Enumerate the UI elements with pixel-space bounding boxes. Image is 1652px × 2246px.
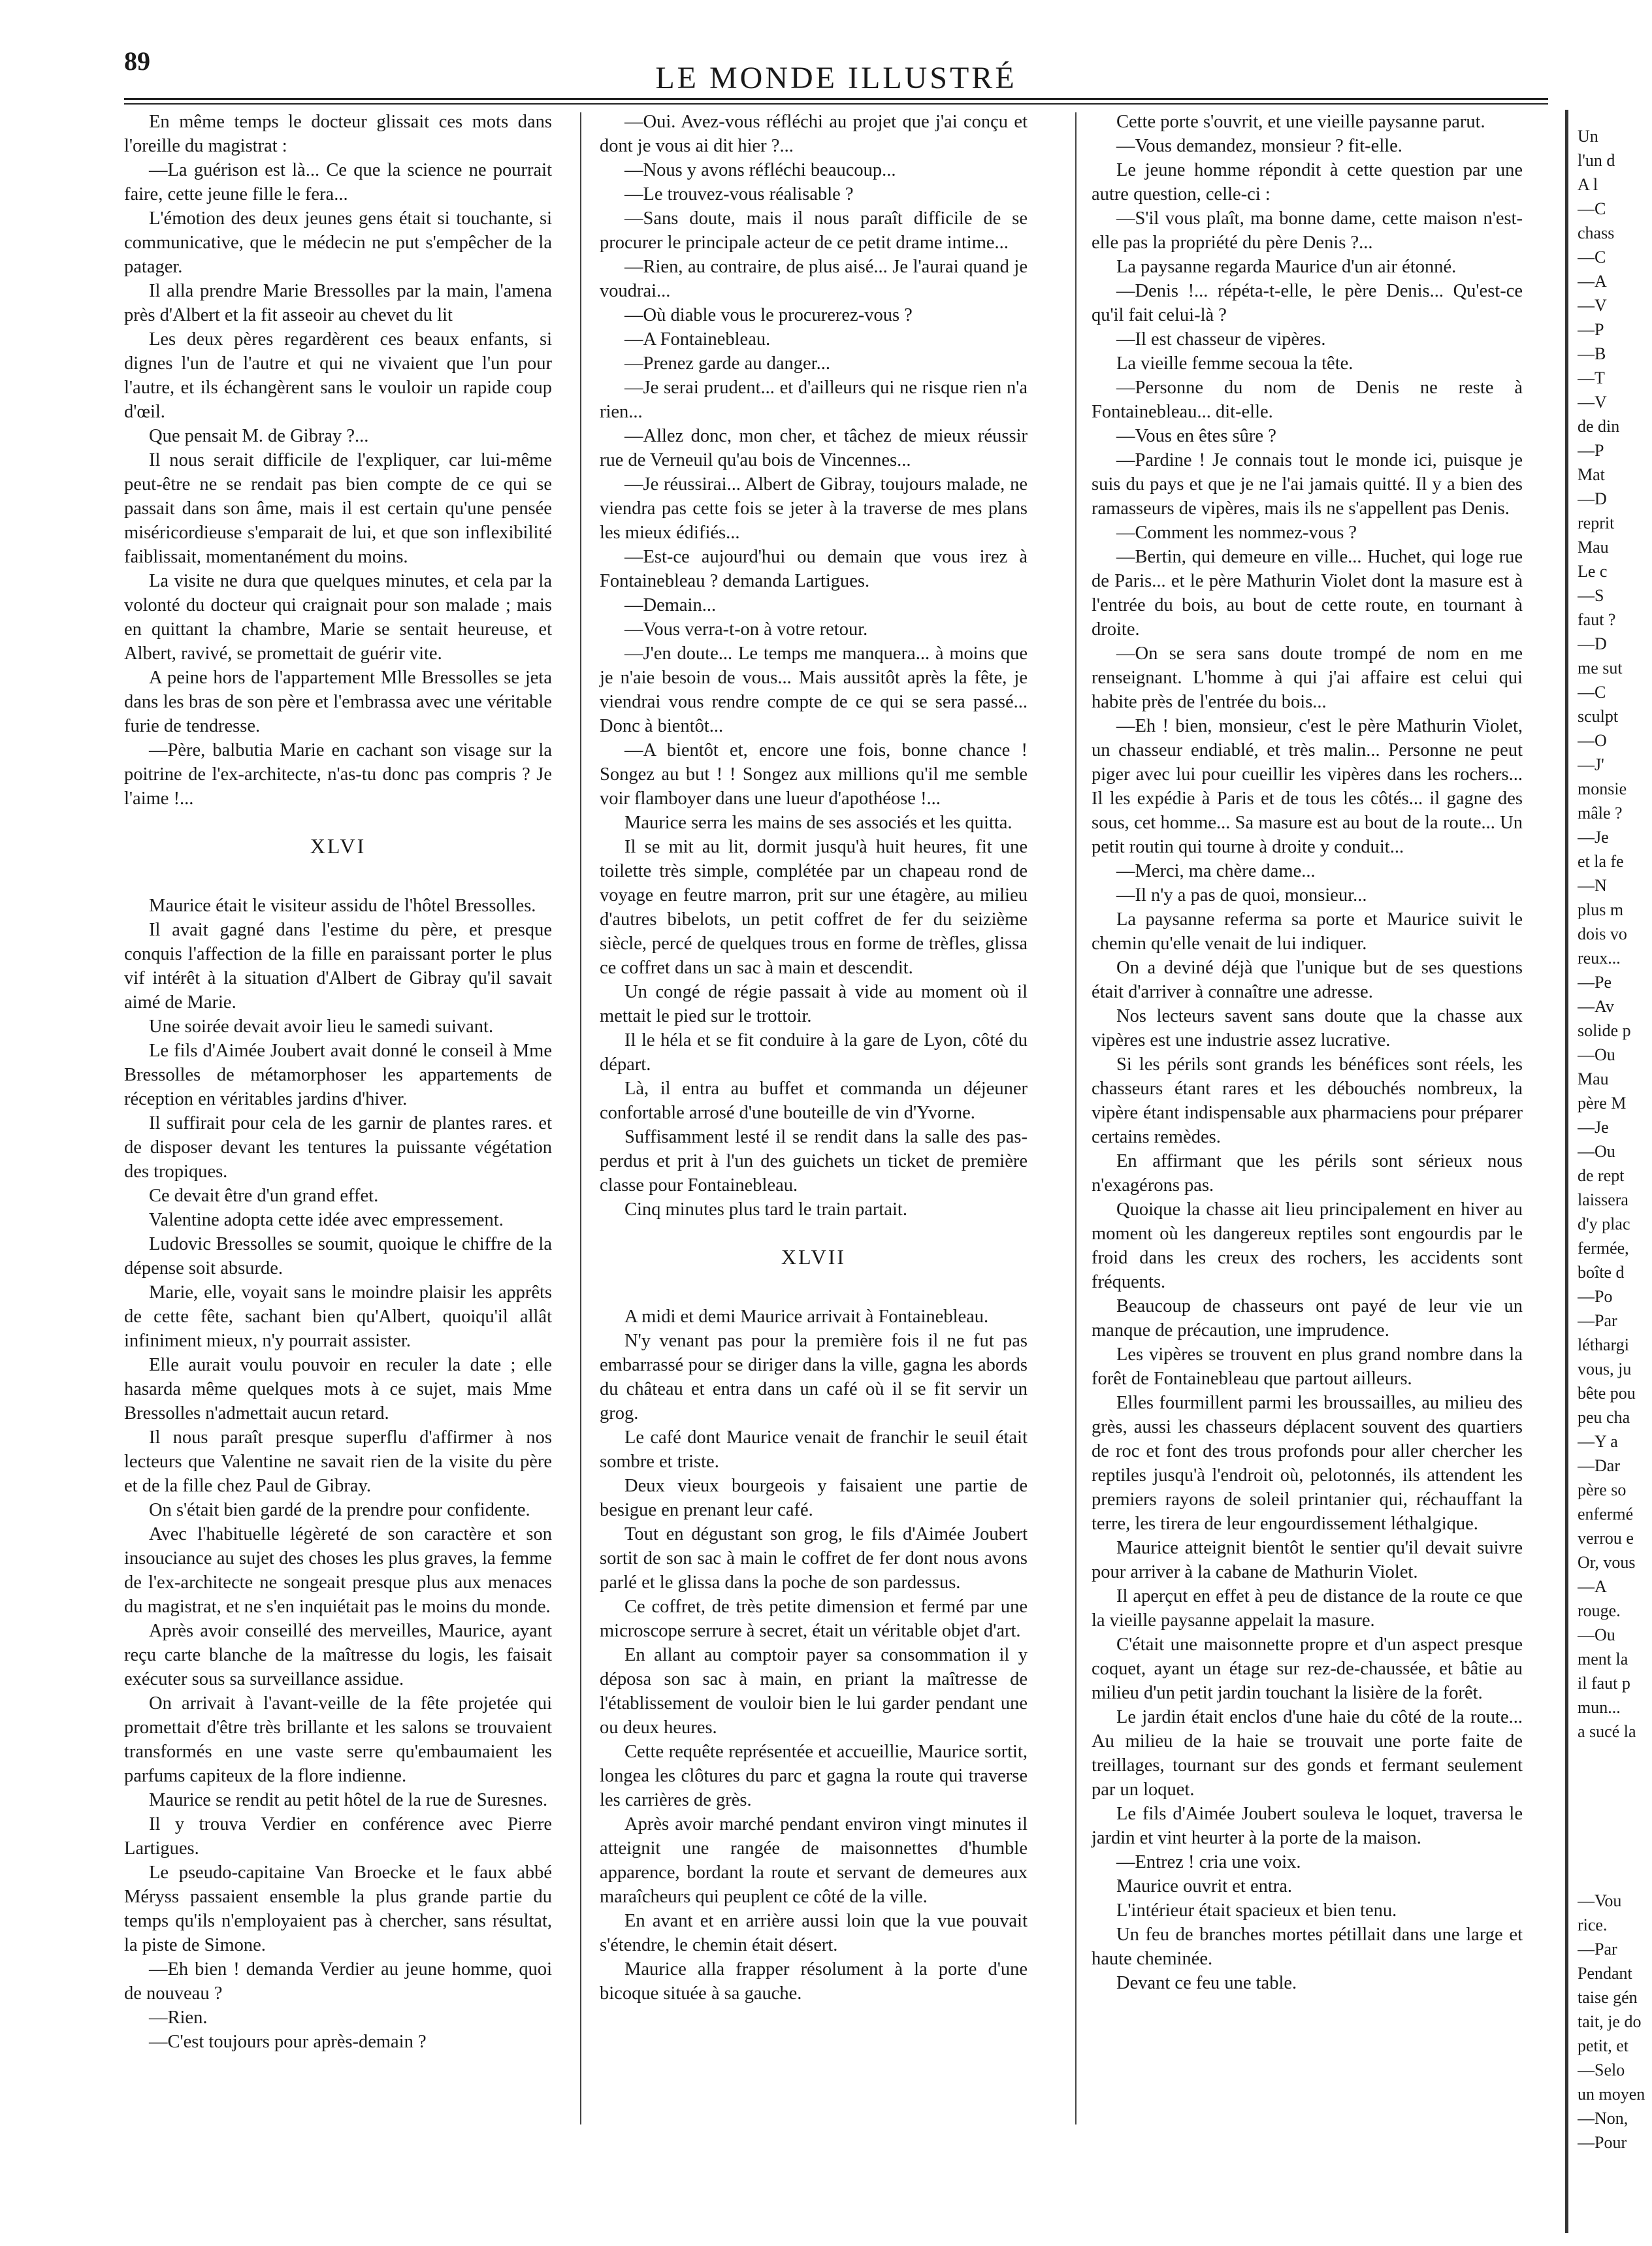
paragraph: Cette requête représentée et accueillie, Maurice sortit, longea les clôtures du parc et gagna la route qui traverse les carrières de grès. bbox=[600, 1742, 1028, 1810]
paragraph: —Personne du nom de Denis ne reste à Fontainebleau... dit-elle. bbox=[1092, 378, 1523, 422]
paragraph: —Le trouvez-vous réalisable ? bbox=[624, 184, 854, 204]
edge-line bbox=[1578, 1768, 1652, 1792]
paragraph: Cinq minutes plus tard le train partait. bbox=[624, 1199, 907, 1220]
paragraph: Un feu de branches mortes pétillait dans une large et haute cheminée. bbox=[1092, 1925, 1523, 1969]
paragraph: Maurice ouvrit et entra. bbox=[1116, 1876, 1293, 1896]
edge-line: —V bbox=[1578, 296, 1607, 315]
paragraph: Le jeune homme répondit à cette question par une autre question, celle-ci : bbox=[1092, 160, 1523, 204]
edge-line: Mat bbox=[1578, 465, 1605, 484]
edge-line: fermée, bbox=[1578, 1239, 1629, 1258]
edge-line: sculpt bbox=[1578, 707, 1619, 726]
paragraph: —Rien, au contraire, de plus aisé... Je l'aurai quand je voudrai... bbox=[600, 257, 1028, 301]
paragraph: Beaucoup de chasseurs ont payé de leur vie un manque de précaution, une imprudence. bbox=[1092, 1296, 1523, 1341]
paragraph: A peine hors de l'appartement Mlle Bressolles se jeta dans les bras de son père et l'embrassa avec une véritable furie de tendresse. bbox=[124, 668, 552, 736]
paragraph: —C'est toujours pour après-demain ? bbox=[149, 2032, 427, 2052]
paragraph: —Vous en êtes sûre ? bbox=[1116, 426, 1276, 446]
text-column-1 bbox=[124, 110, 552, 2054]
paragraph: Elles fourmillent parmi les broussailles, au milieu des grès, aussi les chasseurs déplacent souvent des quartiers de roc et font des trous profonds pour aller chercher les reptiles jusqu'à l'endroit où, pelotonnés, ils attendent les premiers rayons de soleil printanier qui, réchauffant la terre, les tirera de leur engourdissement léthalgique. bbox=[1092, 1393, 1523, 1534]
paragraph: L'intérieur était spacieux et bien tenu. bbox=[1116, 1900, 1397, 1921]
edge-line: taise gén bbox=[1578, 1988, 1638, 2007]
paragraph: Elle aurait voulu pouvoir en reculer la date ; elle hasarda même quelques mots à ce sujet, mais Mme Bressolles n'admettait aucun retard. bbox=[124, 1355, 552, 1424]
paragraph: —Allez donc, mon cher, et tâchez de mieux réussir rue de Verneuil qu'au bois de Vincennes... bbox=[600, 426, 1028, 470]
paragraph: N'y venant pas pour la première fois il ne fut pas embarrassé pour se diriger dans la ville, gagna les abords du château et entra dans un café où il se fit servir un grog. bbox=[600, 1331, 1028, 1424]
edge-line: chass bbox=[1578, 223, 1615, 242]
paragraph: On a deviné déjà que l'unique but de ses questions était d'arriver à connaître une adresse. bbox=[1092, 958, 1523, 1002]
paragraph: Il avait gagné dans l'estime du père, et presque conquis l'affection de la fille en paraissant porter le plus vif intérêt à la situation d'Albert de Gibray qu'il savait aimé de Marie. bbox=[124, 920, 552, 1013]
edge-line: —N bbox=[1578, 876, 1607, 895]
text-column-3 bbox=[1092, 110, 1523, 1995]
edge-line: Mau bbox=[1578, 538, 1609, 557]
edge-line: peu cha bbox=[1578, 1408, 1630, 1427]
paragraph: En allant au comptoir payer sa consommation il y déposa son sac à main, en priant la maîtresse de l'établissement de vouloir bien le lui garder pendant une ou deux heures. bbox=[600, 1645, 1028, 1738]
paragraph: Après avoir marché pendant environ vingt minutes il atteignit une rangée de maisonnettes d'humble apparence, bordant la route et servant de demeures aux maraîcheurs qui peuplent ce côté de la ville. bbox=[600, 1814, 1028, 1907]
paragraph: Le fils d'Aimée Joubert avait donné le conseil à Mme Bressolles de métamorphoser les appartements de réception en véritables jardins d'hiver. bbox=[124, 1041, 552, 1109]
paragraph: En même temps le docteur glissait ces mots dans l'oreille du magistrat : bbox=[124, 112, 552, 156]
edge-line: —A bbox=[1578, 1577, 1607, 1596]
edge-line: rice. bbox=[1578, 1915, 1608, 1934]
paragraph: En affirmant que les périls sont sérieux nous n'exagérons pas. bbox=[1092, 1151, 1523, 1196]
paragraph: A midi et demi Maurice arrivait à Fontainebleau. bbox=[624, 1307, 989, 1327]
paragraph: Tout en dégustant son grog, le fils d'Aimée Joubert sortit de son sac à main le coffret de fer dont nous avons parlé et le glissa dans la poche de son pardessus. bbox=[600, 1524, 1028, 1593]
edge-line: —Vou bbox=[1578, 1891, 1622, 1910]
paragraph: Ce devait être d'un grand effet. bbox=[149, 1186, 379, 1206]
paragraph: Si les périls sont grands les bénéfices sont réels, les chasseurs étant rares et les débouchés nombreux, la vipère étant indispensable aux pharmaciens pour préparer certains remèdes. bbox=[1092, 1054, 1523, 1147]
column-divider bbox=[580, 112, 581, 2124]
edge-line: plus m bbox=[1578, 900, 1624, 919]
paragraph: Devant ce feu une table. bbox=[1116, 1973, 1297, 1993]
paragraph: La vieille femme secoua la tête. bbox=[1116, 353, 1353, 374]
paragraph: —Pardine ! Je connais tout le monde ici, puisque je suis du pays et que je ne l'ai jamais quitté. Il y a bien des ramasseurs de vipères, mais ils ne s'appellent pas Denis. bbox=[1092, 450, 1523, 519]
paragraph: —A bientôt et, encore une fois, bonne chance ! Songez au but ! ! Songez aux millions qu'il me semble voir flamboyer dans une lueur d'apothéose !... bbox=[600, 740, 1028, 809]
paragraph: Les deux pères regardèrent ces beaux enfants, si dignes l'un de l'autre et qui ne vivaient que l'un pour l'autre, et ils échangèrent sans le vouloir un rapide coup d'œil. bbox=[124, 329, 552, 422]
paragraph: Cette porte s'ouvrit, et une vieille paysanne parut. bbox=[1116, 112, 1485, 132]
edge-line: —Par bbox=[1578, 1311, 1617, 1330]
paragraph: C'était une maisonnette propre et d'un aspect presque coquet, ayant un étage sur rez-de-chaussée, et bâtie au milieu d'un petit jardin touchant la lisière de la forêt. bbox=[1092, 1635, 1523, 1703]
paragraph: Il nous serait difficile de l'expliquer, car lui-même peut-être ne se rendait pas bien compte de ce qui se passait dans son âme, mais il est certain qu'une pensée miséricordieuse s'emparait de lui, et que son inflexibilité faiblissait, momentanément du moins. bbox=[124, 450, 552, 567]
paragraph: —Denis !... répéta-t-elle, le père Denis... Qu'est-ce qu'il fait celui-là ? bbox=[1092, 281, 1523, 325]
paragraph: La paysanne regarda Maurice d'un air étonné. bbox=[1116, 257, 1457, 277]
header-rule-thin bbox=[124, 103, 1548, 105]
paragraph: Avec l'habituelle légèreté de son caractère et son insouciance au sujet des choses les plus graves, la femme de l'ex-architecte ne songeait presque plus aux menaces du magistrat, et ne s'en inquiétait pas le moins du monde. bbox=[124, 1524, 552, 1617]
paragraph: Une soirée devait avoir lieu le samedi suivant. bbox=[149, 1017, 494, 1037]
edge-line: —Y a bbox=[1578, 1432, 1618, 1451]
paragraph: —Il est chasseur de vipères. bbox=[1116, 329, 1326, 350]
paragraph: Il le héla et se fit conduire à la gare de Lyon, côté du départ. bbox=[600, 1030, 1028, 1075]
paragraph: Maurice se rendit au petit hôtel de la rue de Suresnes. bbox=[149, 1790, 548, 1810]
edge-line: petit, et bbox=[1578, 2036, 1628, 2055]
paragraph: —On se sera sans doute trompé de nom en me renseignant. L'homme à qui j'ai affaire est celui qui habite près de l'entrée du bois... bbox=[1092, 643, 1523, 712]
paragraph: Suffisamment lesté il se rendit dans la salle des pas-perdus et prit à l'un des guichets un ticket de première classe pour Fontainebleau. bbox=[600, 1127, 1028, 1196]
edge-line: —P bbox=[1578, 441, 1604, 460]
edge-line: père M bbox=[1578, 1094, 1627, 1113]
edge-line: vous, ju bbox=[1578, 1359, 1632, 1378]
edge-line: —V bbox=[1578, 393, 1607, 412]
paragraph: Maurice serra les mains de ses associés et les quitta. bbox=[624, 813, 1012, 833]
paragraph: —Père, balbutia Marie en cachant son visage sur la poitrine de l'ex-architecte, n'as-tu donc pas compris ? Je l'aime !... bbox=[124, 740, 552, 809]
paragraph: Il se mit au lit, dormit jusqu'à huit heures, fit une toilette très simple, complétée par un chapeau rond de voyage en feutre marron, prit sur une étagère, au milieu d'autres bibelots, un petit coffret de fer du seizième siècle, percé de quelques trous en forme de trèfles, glissa ce coffret dans un sac à main et descendit. bbox=[600, 837, 1028, 978]
paragraph: Il y trouva Verdier en conférence avec Pierre Lartigues. bbox=[124, 1814, 552, 1859]
paragraph: —La guérison est là... Ce que la science ne pourrait faire, cette jeune fille le fera... bbox=[124, 160, 552, 204]
edge-line: —Par bbox=[1578, 1940, 1617, 1959]
edge-line: me sut bbox=[1578, 659, 1623, 677]
edge-line: reux... bbox=[1578, 949, 1621, 968]
paragraph: —Vous demandez, monsieur ? fit-elle. bbox=[1116, 136, 1402, 156]
paragraph: La visite ne dura que quelques minutes, et cela par la volonté du docteur qui craignait pour son malade ; mais en quittant la chambre, Marie se sentait heureuse, et Albert, ravivé, se promettait de guérir vite. bbox=[124, 571, 552, 664]
edge-line: —C bbox=[1578, 683, 1606, 702]
edge-line: —A bbox=[1578, 272, 1607, 291]
paragraph: On s'était bien gardé de la prendre pour confidente. bbox=[149, 1500, 530, 1520]
page-number: 89 bbox=[124, 46, 150, 76]
paragraph: Marie, elle, voyait sans le moindre plaisir les apprêts de cette fête, sachant bien qu'Albert, quoiqu'il allât infiniment mieux, n'y pourrait assister. bbox=[124, 1282, 552, 1351]
edge-line: —J' bbox=[1578, 755, 1604, 774]
paragraph: Après avoir conseillé des merveilles, Maurice, ayant reçu carte blanche de la maîtresse du logis, les faisait exécuter sous sa surveillance assidue. bbox=[124, 1621, 552, 1689]
edge-line: —Ou bbox=[1578, 1625, 1615, 1644]
paragraph: Ce coffret, de très petite dimension et fermé par une microscope serrure à secret, était un véritable objet d'art. bbox=[600, 1597, 1028, 1641]
adjacent-page-fragment bbox=[1578, 124, 1652, 2215]
edge-line: enfermé bbox=[1578, 1505, 1634, 1523]
edge-line: d'y plac bbox=[1578, 1214, 1630, 1233]
edge-line: rouge. bbox=[1578, 1601, 1621, 1620]
edge-line: ment la bbox=[1578, 1650, 1628, 1668]
paragraph: Maurice alla frapper résolument à la porte d'une bicoque située à sa gauche. bbox=[600, 1959, 1028, 2004]
edge-line: —Je bbox=[1578, 1118, 1609, 1137]
edge-line: —Av bbox=[1578, 997, 1614, 1016]
paragraph: —Eh bien ! demanda Verdier au jeune homme, quoi de nouveau ? bbox=[124, 1959, 552, 2004]
paragraph: Quoique la chasse ait lieu principalement en hiver au moment où les dangereux reptiles sont engourdis par le froid dans les creux des rochers, les accidents sont fréquents. bbox=[1092, 1199, 1523, 1292]
edge-line: père so bbox=[1578, 1480, 1627, 1499]
edge-line: —B bbox=[1578, 344, 1606, 363]
chapter-heading: XLVI bbox=[310, 834, 366, 858]
paragraph: Il nous paraît presque superflu d'affirmer à nos lecteurs que Valentine ne savait rien de la visite du père et de la fille chez Paul de Gibray. bbox=[124, 1427, 552, 1496]
edge-line: —Pe bbox=[1578, 973, 1612, 992]
edge-line: mun... bbox=[1578, 1698, 1621, 1717]
paragraph: —Prenez garde au danger... bbox=[624, 353, 830, 374]
edge-line: de din bbox=[1578, 417, 1620, 436]
paragraph: —Je réussirai... Albert de Gibray, toujours malade, ne viendra pas cette fois se jeter à la traverse de mes plans les mieux édifiés... bbox=[600, 474, 1028, 543]
text-column-2 bbox=[600, 110, 1028, 2006]
edge-line: —O bbox=[1578, 731, 1607, 750]
edge-line: —Dar bbox=[1578, 1456, 1620, 1475]
paragraph: —Sans doute, mais il nous paraît difficile de se procurer le principale acteur de ce petit drame intime... bbox=[600, 208, 1028, 253]
paragraph: —Je serai prudent... et d'ailleurs qui ne risque rien n'a rien... bbox=[600, 378, 1028, 422]
paragraph: Ludovic Bressolles se soumit, quoique le chiffre de la dépense soit absurde. bbox=[124, 1234, 552, 1278]
edge-line: reprit bbox=[1578, 513, 1615, 532]
edge-line: —Ou bbox=[1578, 1142, 1615, 1161]
edge-line: un moyen bbox=[1578, 2085, 1645, 2104]
chapter-heading: XLVII bbox=[781, 1245, 847, 1269]
edge-line: A l bbox=[1578, 175, 1598, 194]
paragraph: —Eh ! bien, monsieur, c'est le père Mathurin Violet, un chasseur endiablé, et très malin... Personne ne peut piger avec lui pour cueillir les vipères dans les rochers... Il les expédie à Paris et de tous les côtés... il gagne des sous, cet homme... Sa masure est au bout de la route... Un petit routin qui tourne à droite y conduit... bbox=[1092, 716, 1523, 857]
paragraph: Deux vieux bourgeois y faisaient une partie de besigue en prenant leur café. bbox=[600, 1476, 1028, 1520]
running-title: LE MONDE ILLUSTRÉ bbox=[655, 61, 1017, 95]
edge-line: laissera bbox=[1578, 1190, 1628, 1209]
edge-line: —Po bbox=[1578, 1287, 1613, 1306]
edge-line bbox=[1578, 1792, 1652, 1816]
edge-line: —Pour bbox=[1578, 2133, 1627, 2152]
edge-line: —S bbox=[1578, 586, 1604, 605]
paragraph: —Merci, ma chère dame... bbox=[1116, 861, 1316, 881]
paragraph: Que pensait M. de Gibray ?... bbox=[149, 426, 369, 446]
paragraph: —Demain... bbox=[624, 595, 717, 615]
edge-line: —T bbox=[1578, 368, 1605, 387]
column-divider bbox=[1075, 112, 1077, 2124]
edge-line: faut ? bbox=[1578, 610, 1616, 629]
edge-line: Mau bbox=[1578, 1069, 1609, 1088]
paragraph: Valentine adopta cette idée avec empressement. bbox=[149, 1210, 504, 1230]
edge-line: monsie bbox=[1578, 779, 1627, 798]
paragraph: Il suffirait pour cela de les garnir de plantes rares. et de disposer devant les tentures la puissante végétation des tropiques. bbox=[124, 1113, 552, 1182]
paragraph: Le café dont Maurice venait de franchir le seuil était sombre et triste. bbox=[600, 1427, 1028, 1472]
paragraph: Là, il entra au buffet et commanda un déjeuner confortable arrosé d'une bouteille de vin d'Yvorne. bbox=[600, 1079, 1028, 1123]
edge-line bbox=[1578, 1840, 1652, 1864]
paragraph: Il alla prendre Marie Bressolles par la main, l'amena près d'Albert et la fit asseoir au chevet du lit bbox=[124, 281, 552, 325]
edge-line: de rept bbox=[1578, 1166, 1625, 1185]
paragraph: —Vous verra-t-on à votre retour. bbox=[624, 619, 868, 640]
paragraph: Un congé de régie passait à vide au moment où il mettait le pied sur le trottoir. bbox=[600, 982, 1028, 1026]
edge-line bbox=[1578, 1864, 1652, 1889]
edge-line: a sucé la bbox=[1578, 1722, 1636, 1741]
paragraph: —Bertin, qui demeure en ville... Huchet, qui loge rue de Paris... et le père Mathurin Violet dont la masure est à l'entrée du bois, au bout de cette route, en tournant à droite. bbox=[1092, 547, 1523, 640]
paragraph: Le fils d'Aimée Joubert souleva le loquet, traversa le jardin et vint heurter à la porte de la maison. bbox=[1092, 1804, 1523, 1848]
paragraph: Les vipères se trouvent en plus grand nombre dans la forêt de Fontainebleau que partout ailleurs. bbox=[1092, 1344, 1523, 1389]
edge-line: —Selo bbox=[1578, 2060, 1625, 2079]
edge-line: solide p bbox=[1578, 1021, 1631, 1040]
edge-line: et la fe bbox=[1578, 852, 1624, 871]
edge-line: Pendant bbox=[1578, 1964, 1632, 1983]
edge-line: —Ou bbox=[1578, 1045, 1615, 1064]
edge-line: Or, vous bbox=[1578, 1553, 1636, 1572]
paragraph: —A Fontainebleau. bbox=[624, 329, 771, 350]
paragraph: —Comment les nommez-vous ? bbox=[1116, 523, 1357, 543]
edge-line: tait, je do bbox=[1578, 2012, 1642, 2031]
paragraph: —Où diable vous le procurerez-vous ? bbox=[624, 305, 913, 325]
paragraph: On arrivait à l'avant-veille de la fête projetée qui promettait d'être très brillante et les salons se trouvaient transformés en une vaste serre qu'embaumaient les parfums capiteux de la flore indienne. bbox=[124, 1693, 552, 1786]
edge-line: il faut p bbox=[1578, 1674, 1630, 1693]
paragraph: —Il n'y a pas de quoi, monsieur... bbox=[1116, 885, 1367, 905]
paragraph: —S'il vous plaît, ma bonne dame, cette maison n'est-elle pas la propriété du père Denis ?... bbox=[1092, 208, 1523, 253]
edge-line: —D bbox=[1578, 489, 1607, 508]
edge-line: Un bbox=[1578, 127, 1598, 146]
paragraph: Il aperçut en effet à peu de distance de la route ce que la vieille paysanne appelait la masure. bbox=[1092, 1586, 1523, 1631]
edge-line: —C bbox=[1578, 199, 1606, 218]
edge-line bbox=[1578, 1816, 1652, 1840]
edge-line: —P bbox=[1578, 320, 1604, 339]
edge-line: boîte d bbox=[1578, 1263, 1625, 1282]
edge-line: dois vo bbox=[1578, 924, 1627, 943]
paragraph: En avant et en arrière aussi loin que la vue pouvait s'étendre, le chemin était désert. bbox=[600, 1911, 1028, 1955]
paragraph: Le pseudo-capitaine Van Broecke et le faux abbé Méryss passaient ensemble la plus grande partie du temps qu'ils n'employaient pas à chercher, sans résultat, la piste de Simone. bbox=[124, 1863, 552, 1955]
edge-line: l'un d bbox=[1578, 151, 1615, 170]
edge-line: —C bbox=[1578, 248, 1606, 267]
header-rule bbox=[124, 98, 1548, 100]
paragraph: —J'en doute... Le temps me manquera... à moins que je n'aie besoin de vous... Mais aussitôt après la fête, je viendrai vous rendre compte de ce qui se sera passé... Donc à bientôt... bbox=[600, 643, 1028, 736]
paragraph: L'émotion des deux jeunes gens était si touchante, si communicative, que le médecin ne put s'empêcher de la patager. bbox=[124, 208, 552, 277]
edge-line: —Non, bbox=[1578, 2109, 1628, 2128]
edge-line: —Je bbox=[1578, 828, 1609, 847]
paragraph: Maurice atteignit bientôt le sentier qu'il devait suivre pour arriver à la cabane de Mathurin Violet. bbox=[1092, 1538, 1523, 1582]
edge-line bbox=[1578, 1744, 1652, 1768]
paragraph: —Entrez ! cria une voix. bbox=[1116, 1852, 1301, 1872]
page-fold-divider bbox=[1565, 110, 1568, 2233]
paragraph: La paysanne referma sa porte et Maurice suivit le chemin qu'elle venait de lui indiquer. bbox=[1092, 909, 1523, 954]
edge-line: Le c bbox=[1578, 562, 1608, 581]
paragraph: —Est-ce aujourd'hui ou demain que vous irez à Fontainebleau ? demanda Lartigues. bbox=[600, 547, 1028, 591]
paragraph: Le jardin était enclos d'une haie du côté de la route... Au milieu de la haie se trouvait une porte faite de treillages, tournant sur des gonds et fermant seulement par un loquet. bbox=[1092, 1707, 1523, 1800]
paragraph: —Nous y avons réfléchi beaucoup... bbox=[624, 160, 896, 180]
paragraph: —Rien. bbox=[149, 2008, 208, 2028]
edge-line: verrou e bbox=[1578, 1529, 1634, 1548]
paragraph: Nos lecteurs savent sans doute que la chasse aux vipères est une industrie assez lucrative. bbox=[1092, 1006, 1523, 1050]
edge-line: léthargi bbox=[1578, 1335, 1629, 1354]
paragraph: —Oui. Avez-vous réfléchi au projet que j'ai conçu et dont je vous ai dit hier ?... bbox=[600, 112, 1028, 156]
edge-line: —D bbox=[1578, 634, 1607, 653]
paragraph: Maurice était le visiteur assidu de l'hôtel Bressolles. bbox=[149, 896, 536, 916]
edge-line: bête pou bbox=[1578, 1384, 1636, 1403]
edge-line: mâle ? bbox=[1578, 804, 1623, 822]
